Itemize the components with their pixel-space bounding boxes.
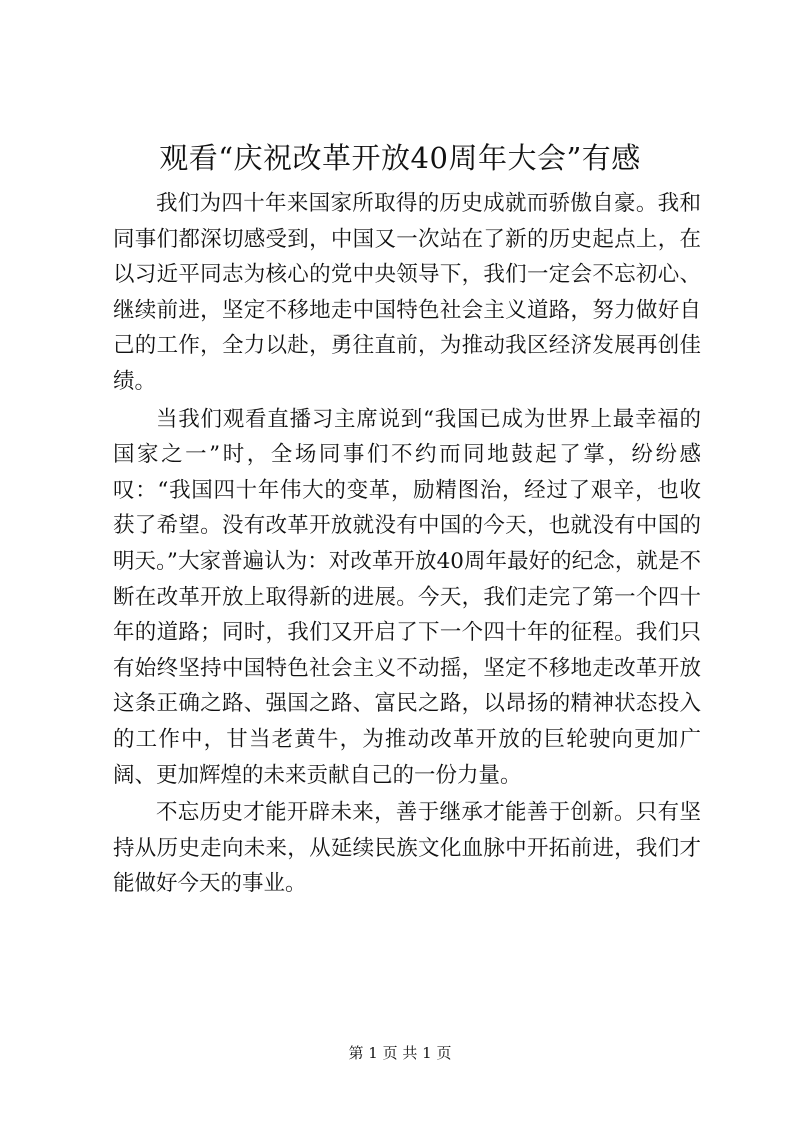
paragraph-3: 不忘历史才能开辟未来，善于继承才能善于创新。只有坚持从历史走向未来，从延续民族文化血脉中开拓前进，我们才能做好今天的事业。 [113, 800, 701, 897]
paragraph-1: 我们为四十年来国家所取得的历史成就而骄傲自豪。我和同事们都深切感受到，中国又一次站在了新的历史起点上，在以习近平同志为核心的党中央领导下，我们一定会不忘初心、继续前进，坚定不移地走中国特色社会主义道路，努力做好自己的工作，全力以赴，勇往直前，为推动我区经济发展再创佳绩。 [113, 191, 701, 394]
document-body [113, 186, 701, 904]
page-number-footer: 第 1 页 共 1 页 [348, 1044, 452, 1062]
paragraph-2: 当我们观看直播习主席说到“我国已成为世界上最幸福的国家之一”时，全场同事们不约而同地鼓起了掌，纷纷感叹：“我国四十年伟大的变革，励精图治，经过了艰辛，也收获了希望。没有改革开放就没有中国的今天，也就没有中国的明天。”大家普遍认为：对改革开放40周年最好的纪念，就是不断在改革开放上取得新的进展。今天，我们走完了第一个四十年的道路；同时，我们又开启了下一个四十年的征程。我们只有始终坚持中国特色社会主义不动摇，坚定不移地走改革开放这条正确之路、强国之路、富民之路，以昂扬的精神状态投入的工作中，甘当老黄牛，为推动改革开放的巨轮驶向更加广阔、更加辉煌的未来贡献自己的一份力量。 [113, 406, 701, 788]
document-title: 观看“庆祝改革开放40周年大会”有感 [159, 141, 641, 175]
